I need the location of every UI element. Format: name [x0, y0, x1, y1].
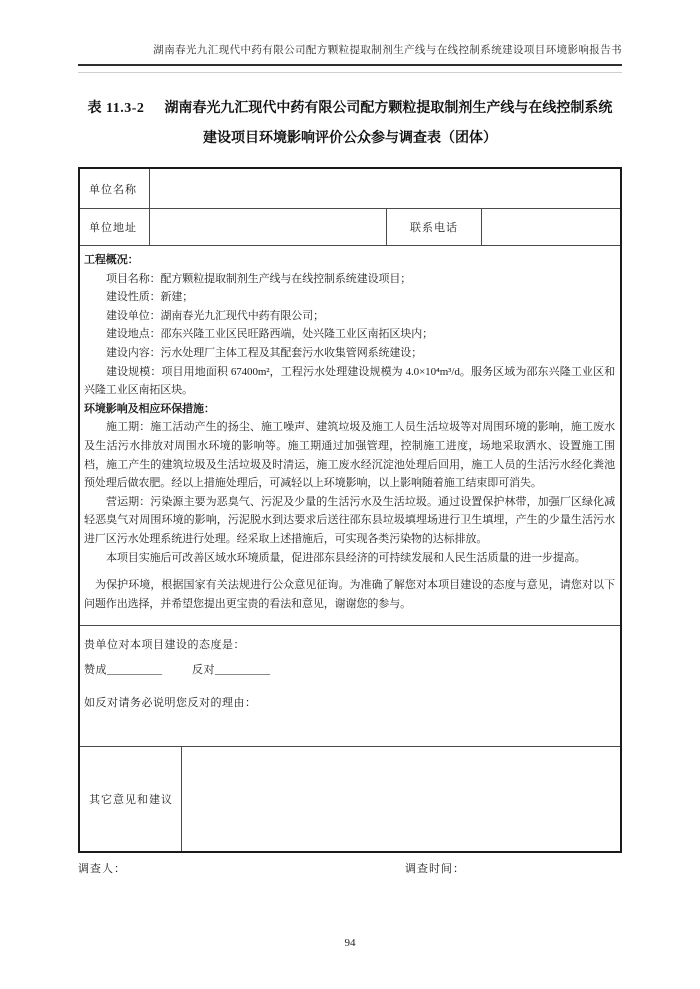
environment-construction-period: 施工期：施工活动产生的扬尘、施工噪声、建筑垃圾及施工人员生活垃圾等对周围环境的影响，施工废水及生活污水排放对周围水环境的影响等。施工期通过加强管理，控制施工进度，场地采取洒水、设置施工围档，施工产生的建筑垃圾及生活垃圾及时清运，施工废水经沉淀池处理后回用，施工人员的生活污水经化粪池预处理后做农肥。经以上措施处理后，可减轻以上环境影响，以上影响随着施工结束即可消失。	[84, 421, 615, 490]
unit-name-row	[80, 169, 620, 208]
unit-address-row	[80, 208, 620, 245]
running-header	[78, 0, 622, 57]
table-number: 表 11.3-2	[87, 101, 145, 116]
agree-label: 赞成	[84, 664, 107, 676]
surveyor-label: 调查人：	[78, 863, 126, 875]
survey-form-table	[78, 167, 622, 853]
header-rule-secondary	[78, 72, 622, 73]
overview-item-construction-unit: 建设单位：湖南春光九汇现代中药有限公司；	[106, 309, 324, 322]
agree-blank-line: __________	[107, 664, 162, 676]
survey-time-label: 调查时间：	[405, 863, 465, 875]
public-invitation: 为保护环境，根据国家有关法规进行公众意见征询。为准确了解您对本项目建设的态度与意见，请您对以下问题作出选择，并希望您提出更宝贵的看法和意见，谢谢您的参与。	[84, 579, 615, 610]
attitude-choices	[84, 661, 615, 677]
oppose-blank-line: __________	[215, 664, 270, 676]
page-number: 94	[344, 937, 356, 949]
unit-address-value	[149, 209, 386, 245]
overview-item-scale: 建设规模：项目用地面积 67400m²，工程污水处理建设规模为 4.0×10⁴m³/d。服务区域为邵东兴隆工业区和兴隆工业区南拓区块。	[84, 365, 615, 397]
contact-phone-label: 联系电话	[386, 209, 481, 245]
attitude-question: 贵单位对本项目建设的态度是：	[84, 639, 245, 651]
table-title	[78, 94, 622, 154]
attitude-row	[80, 625, 620, 746]
other-opinions-value	[181, 747, 620, 851]
report-title: 湖南春光九汇现代中药有限公司配方颗粒提取制剂生产线与在线控制系统建设项目环境影响报告书	[153, 45, 622, 56]
environment-heading: 环境影响及相应环保措施：	[84, 402, 215, 415]
project-overview-row	[80, 245, 620, 625]
other-opinions-label: 其它意见和建议	[89, 794, 173, 806]
environment-benefit: 本项目实施后可改善区域水环境质量，促进邵东县经济的可持续发展和人民生活质量的进一步提高。	[106, 551, 586, 564]
table-title-line1	[78, 94, 622, 124]
oppose-label: 反对	[192, 664, 215, 676]
table-title-text: 湖南春光九汇现代中药有限公司配方颗粒提取制剂生产线与在线控制系统	[164, 101, 613, 116]
overview-item-location: 建设地点：邵东兴隆工业区民旺路西端，处兴隆工业区南拓区块内；	[106, 328, 433, 341]
unit-name-label: 单位名称	[89, 183, 137, 196]
header-rule	[78, 64, 622, 66]
overview-heading: 工程概况：	[84, 254, 139, 266]
contact-phone-value	[481, 209, 620, 245]
survey-signoff-line	[78, 860, 622, 876]
unit-address-label: 单位地址	[89, 222, 137, 234]
table-title-line2: 建设项目环境影响评价公众参与调查表（团体）	[203, 131, 497, 146]
other-opinions-row	[80, 746, 620, 851]
overview-item-content: 建设内容：污水处理厂主体工程及其配套污水收集管网系统建设；	[106, 346, 423, 359]
unit-name-value	[149, 169, 620, 208]
overview-item-project-name: 项目名称：配方颗粒提取制剂生产线与在线控制系统建设项目；	[106, 272, 412, 285]
oppose-reason-prompt: 如反对请务必说明您反对的理由：	[84, 697, 257, 709]
attitude-cell	[80, 626, 620, 746]
environment-operation-period: 营运期：污染源主要为恶臭气、污泥及少量的生活污水及生活垃圾。通过设置保护林带，加强厂区绿化减轻恶臭气对周围环境的影响，污泥脱水到达要求后送往邵东县垃圾填埋场进行卫生填埋，产生的少量生活污水进厂区污水处理系统进行处理。经采取上述措施后，可实现各类污染物的达标排放。	[84, 495, 615, 545]
project-overview-cell	[80, 246, 620, 625]
overview-item-construction-nature: 建设性质：新建；	[106, 291, 194, 304]
